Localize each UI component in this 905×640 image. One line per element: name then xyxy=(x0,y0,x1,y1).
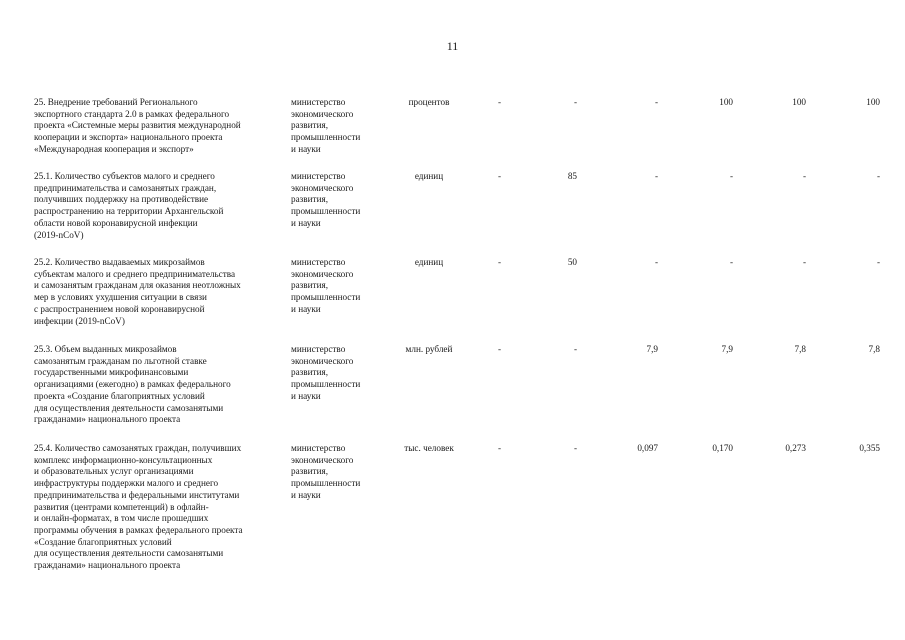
ministry-line: и науки xyxy=(291,143,321,154)
indicator-line: инфраструктуры поддержки малого и среднего xyxy=(34,478,219,489)
indicator-line: комплекс информационно-консультационных xyxy=(34,454,213,465)
ministry-line: экономического xyxy=(291,182,354,193)
ministry-line: экономического xyxy=(291,108,354,119)
indicator-line: получивших поддержку на противодействие xyxy=(34,194,209,205)
indicator-line: кооперации и экспорта» национального проекта xyxy=(34,132,223,143)
value-cell: - xyxy=(497,257,501,267)
value-cell: - xyxy=(497,97,501,107)
indicator-line: и самозанятым гражданам для оказания неотложных xyxy=(34,280,241,291)
value-cell: - xyxy=(802,257,806,267)
indicator-line: 25.2. Количество выдаваемых микрозаймов xyxy=(34,257,205,267)
value-cell: - xyxy=(729,171,733,181)
ministry-line: промышленности xyxy=(291,379,361,390)
indicator-cell xyxy=(34,97,286,156)
ministry-line: развития, xyxy=(291,120,329,131)
indicator-line: (2019-nCoV) xyxy=(34,229,84,240)
indicator-line: 25.4. Количество самозанятых граждан, получивших xyxy=(34,443,242,453)
unit-cell: млн. рублей xyxy=(405,344,453,354)
ministry-line: развития, xyxy=(291,280,329,291)
indicator-line: «Международная кооперация и экспорт» xyxy=(34,143,194,154)
unit-cell: единиц xyxy=(414,257,444,267)
indicator-line: организациями (ежегодно) в рамках федерального xyxy=(34,379,231,390)
unit-cell: единиц xyxy=(414,171,444,181)
value-cell: - xyxy=(654,97,658,107)
value-cell: 0,273 xyxy=(785,443,806,453)
ministry-cell xyxy=(291,97,379,156)
value-cell: - xyxy=(876,257,880,267)
indicator-line: 25.3. Объем выданных микрозаймов xyxy=(34,344,177,354)
indicator-line: мер в условиях ухудшения ситуации в связи xyxy=(34,292,207,303)
value-cell: 7,9 xyxy=(721,344,733,354)
value-cell: 85 xyxy=(567,171,577,181)
indicator-line: развития (центрами компетенций) в офлайн- xyxy=(34,501,209,512)
indicator-line: и онлайн-форматах, в том числе прошедших xyxy=(34,513,209,524)
page-number: 11 xyxy=(446,39,459,53)
ministry-line: промышленности xyxy=(291,206,361,217)
indicator-line: с распространением новой коронавирусной xyxy=(34,303,205,314)
ministry-line: экономического xyxy=(291,454,354,465)
ministry-line: промышленности xyxy=(291,478,361,489)
indicator-line: гражданами» национального проекта xyxy=(34,560,181,571)
indicator-line: самозанятым гражданам по льготной ставке xyxy=(34,355,207,366)
value-cell: - xyxy=(802,171,806,181)
value-cell: 50 xyxy=(567,257,577,267)
ministry-line: министерство xyxy=(291,257,346,267)
value-cell: 0,355 xyxy=(859,443,880,453)
ministry-line: промышленности xyxy=(291,132,361,143)
ministry-line: министерство xyxy=(291,344,346,354)
value-cell: 7,8 xyxy=(868,344,880,354)
indicator-line: государственными микрофинансовыми xyxy=(34,367,189,378)
value-cell: 100 xyxy=(866,97,880,107)
value-cell: 7,8 xyxy=(794,344,806,354)
unit-cell: тыс. человек xyxy=(404,443,454,453)
ministry-line: и науки xyxy=(291,489,321,500)
indicator-line: субъектам малого и среднего предпринимательства xyxy=(34,268,236,279)
ministry-cell xyxy=(291,257,379,316)
indicator-line: инфекции (2019-nCoV) xyxy=(34,315,125,326)
ministry-line: министерство xyxy=(291,171,346,181)
ministry-cell xyxy=(291,171,379,230)
indicator-line: «Создание благоприятных условий xyxy=(34,536,172,547)
value-cell: - xyxy=(654,257,658,267)
indicator-line: для осуществления деятельности самозанятыми xyxy=(34,548,224,559)
value-cell: 100 xyxy=(792,97,806,107)
value-cell: - xyxy=(497,443,501,453)
ministry-line: развития, xyxy=(291,367,329,378)
ministry-line: и науки xyxy=(291,303,321,314)
value-cell: - xyxy=(654,171,658,181)
ministry-line: министерство xyxy=(291,97,346,107)
indicator-line: 25. Внедрение требований Регионального xyxy=(34,97,198,107)
ministry-line: промышленности xyxy=(291,292,361,303)
value-cell: - xyxy=(573,97,577,107)
value-cell: - xyxy=(729,257,733,267)
indicator-line: предпринимательства и федеральными институтами xyxy=(34,489,240,500)
ministry-line: экономического xyxy=(291,268,354,279)
indicator-line: распространению на территории Архангельской xyxy=(34,206,224,217)
ministry-line: развития, xyxy=(291,466,329,477)
value-cell: 0,097 xyxy=(637,443,658,453)
value-cell: - xyxy=(497,344,501,354)
ministry-line: и науки xyxy=(291,390,321,401)
indicator-line: проекта «Создание благоприятных условий xyxy=(34,390,205,401)
indicator-line: программы обучения в рамках федерального проекта xyxy=(34,524,243,535)
value-cell: - xyxy=(573,344,577,354)
indicator-line: предпринимательства и самозанятых граждан, xyxy=(34,182,217,193)
indicator-cell xyxy=(34,257,286,327)
indicator-line: 25.1. Количество субъектов малого и среднего xyxy=(34,171,215,181)
indicator-cell xyxy=(34,443,286,572)
indicator-line: для осуществления деятельности самозанятыми xyxy=(34,402,224,413)
value-cell: 100 xyxy=(719,97,733,107)
value-cell: 0,170 xyxy=(712,443,733,453)
indicator-cell xyxy=(34,344,286,426)
indicator-line: экспортного стандарта 2.0 в рамках федерального xyxy=(34,108,230,119)
ministry-cell xyxy=(291,344,379,403)
ministry-cell xyxy=(291,443,379,502)
indicator-line: гражданами» национального проекта xyxy=(34,414,181,425)
ministry-line: и науки xyxy=(291,217,321,228)
indicator-line: проекта «Системные меры развития международной xyxy=(34,120,241,131)
ministry-line: министерство xyxy=(291,443,346,453)
ministry-line: экономического xyxy=(291,355,354,366)
value-cell: 7,9 xyxy=(646,344,658,354)
value-cell: - xyxy=(497,171,501,181)
indicator-cell xyxy=(34,171,286,241)
indicator-line: и образовательных услуг организациями xyxy=(34,466,194,477)
unit-cell: процентов xyxy=(408,97,450,107)
indicator-line: области новой коронавирусной инфекции xyxy=(34,217,198,228)
ministry-line: развития, xyxy=(291,194,329,205)
value-cell: - xyxy=(876,171,880,181)
value-cell: - xyxy=(573,443,577,453)
